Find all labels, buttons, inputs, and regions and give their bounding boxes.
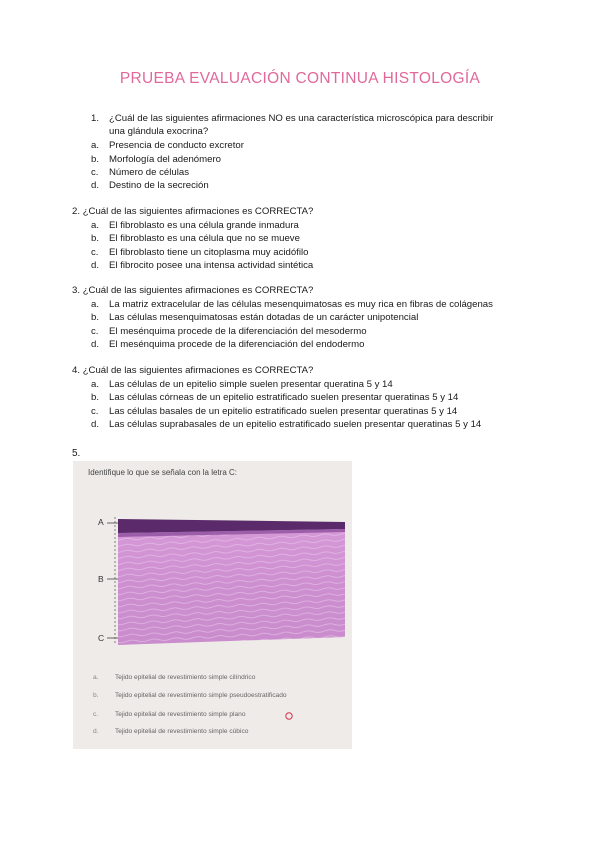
marker-c: C	[98, 633, 105, 643]
option-3c: c. El mesénquima procede de la diferenciación del mesodermo	[91, 325, 367, 337]
option-2a: a. El fibroblasto es una célula grande inmadura	[91, 220, 299, 231]
option-4a: a. Las células de un epitelio simple suelen presentar queratina 5 y 14	[91, 379, 393, 390]
figure-prompt: Identifique lo que se señala con la letra C:	[88, 468, 237, 477]
figure-option-d: d. Tejido epitelial de revestimiento simple cúbico	[93, 728, 249, 735]
option-4b: b. Las células córneas de un epitelio estratificado suelen presentar queratinas 5 y 14	[91, 392, 459, 404]
option-1a: a. Presencia de conducto excretor	[91, 140, 244, 152]
option-1d: d. Destino de la secreción	[91, 180, 209, 192]
histology-micrograph	[73, 461, 352, 749]
option-3d: d. El mesénquima procede de la diferenciación del endodermo	[91, 339, 365, 351]
question-3-number: 3.	[72, 285, 81, 296]
figure-option-c: c. Tejido epitelial de revestimiento simple plano	[93, 711, 246, 718]
question-2-text: ¿Cuál de las siguientes afirmaciones es CORRECTA?	[82, 206, 314, 217]
option-3b: b. Las células mesenquimatosas están dotadas de un carácter unipotencial	[91, 312, 419, 324]
option-1b: b. Morfología del adenómero	[91, 153, 221, 165]
question-5-number: 5.	[72, 448, 81, 459]
question-2-options	[91, 219, 313, 273]
option-2d: d. El fibrocito posee una intensa actividad sintética	[91, 260, 314, 272]
question-4-text: ¿Cuál de las siguientes afirmaciones es CORRECTA?	[82, 365, 314, 376]
marker-b: B	[98, 574, 104, 584]
option-4d: d. Las células suprabasales de un epitelio estratificado suelen presentar queratinas 5 y 14	[91, 419, 482, 431]
option-4c: c. Las células basales de un epitelio estratificado suelen presentar queratinas 5 y 14	[91, 405, 458, 417]
question-1-header	[91, 112, 515, 139]
question-4-number: 4.	[72, 365, 81, 376]
marker-a: A	[98, 517, 104, 527]
question-3-text: ¿Cuál de las siguientes afirmaciones es CORRECTA?	[82, 285, 314, 296]
question-4-options	[91, 378, 481, 432]
option-2b: b. El fibroblasto es una célula que no se mueve	[91, 233, 300, 245]
question-3-title	[72, 285, 313, 296]
question-3-options	[91, 298, 493, 352]
question-2-number: 2.	[72, 206, 81, 217]
question-1	[91, 112, 515, 193]
page-title: PRUEBA EVALUACIÓN CONTINUA HISTOLOGÍA	[119, 70, 481, 87]
question-4-title	[72, 365, 313, 376]
figure-option-b: b. Tejido epitelial de revestimiento simple pseudoestratificado	[93, 692, 287, 699]
question-2-title	[72, 206, 313, 217]
option-3a: a. La matriz extracelular de las células mesenquimatosas es muy rica en fibras de colágenas	[91, 299, 493, 310]
histology-figure	[73, 461, 352, 749]
selected-answer-mark	[286, 713, 292, 719]
figure-option-a: a. Tejido epitelial de revestimiento simple cilíndrico	[93, 674, 256, 681]
option-2c: c. El fibroblasto tiene un citoplasma muy acidófilo	[91, 246, 309, 258]
option-1c: c. Número de células	[91, 167, 189, 179]
question-1-number: 1.	[91, 113, 100, 124]
question-1-text: ¿Cuál de las siguientes afirmaciones NO es una característica microscópica para describir una glándula exocrina?	[109, 113, 494, 138]
